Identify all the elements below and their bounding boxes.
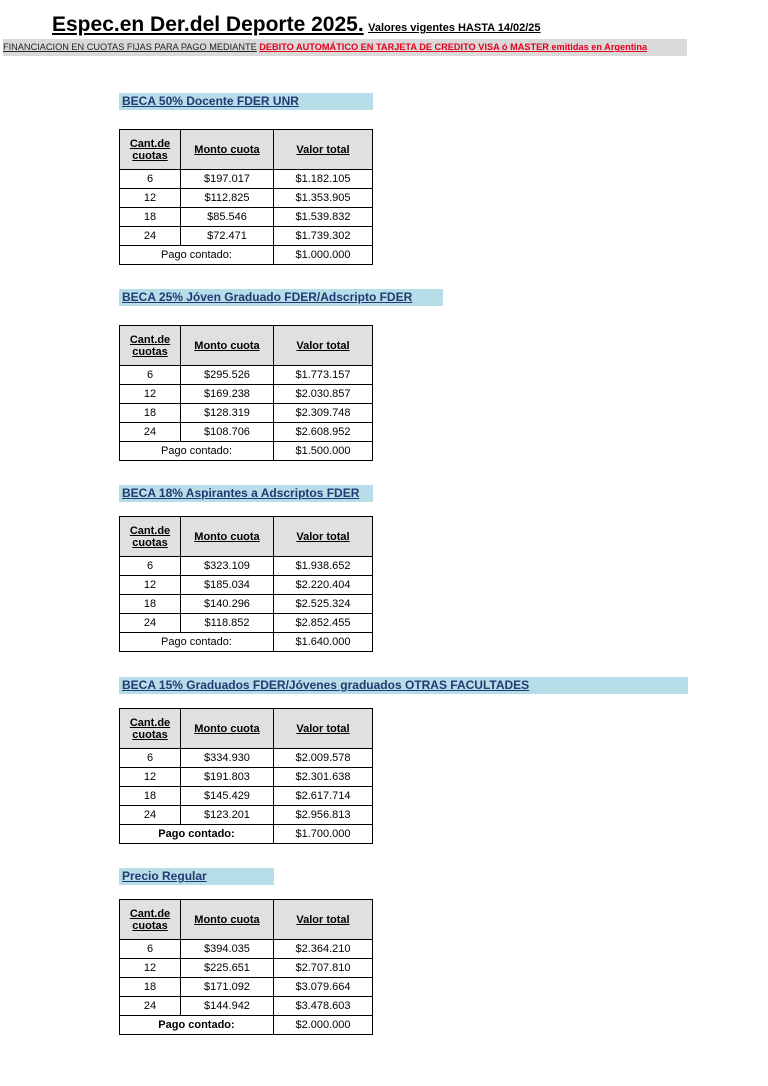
- cell-cuotas: 12: [120, 576, 181, 595]
- cell-monto: $394.035: [181, 940, 274, 959]
- cell-total: $2.707.810: [274, 959, 373, 978]
- cell-total: $3.478.603: [274, 997, 373, 1016]
- cell-total: $2.301.638: [274, 768, 373, 787]
- cell-cuotas: 18: [120, 978, 181, 997]
- table-row: [120, 768, 373, 787]
- table-row: [120, 227, 373, 246]
- price-table: [119, 708, 373, 844]
- table-row: [120, 404, 373, 423]
- header-monto: Monto cuota: [181, 709, 274, 749]
- header-cuotas: Cant.de cuotas: [120, 130, 181, 170]
- contado-row: [120, 825, 373, 844]
- cell-total: $3.079.664: [274, 978, 373, 997]
- header-total: Valor total: [274, 900, 373, 940]
- contado-row: [120, 442, 373, 461]
- price-table: [119, 325, 373, 461]
- cell-monto: $185.034: [181, 576, 274, 595]
- table-row: [120, 595, 373, 614]
- contado-row: [120, 1016, 373, 1035]
- table-row: [120, 557, 373, 576]
- cell-monto: $128.319: [181, 404, 274, 423]
- cell-total: $2.852.455: [274, 614, 373, 633]
- cell-monto: $323.109: [181, 557, 274, 576]
- cell-monto: $72.471: [181, 227, 274, 246]
- cell-cuotas: 24: [120, 806, 181, 825]
- cell-cuotas: 18: [120, 404, 181, 423]
- validity-note: Valores vigentes HASTA 14/02/25: [368, 22, 541, 34]
- contado-label: Pago contado:: [120, 1016, 274, 1035]
- cell-total: $2.009.578: [274, 749, 373, 768]
- cell-monto: $118.852: [181, 614, 274, 633]
- price-table: [119, 516, 373, 652]
- program-title: Espec.en Der.del Deporte 2025.: [52, 13, 364, 36]
- cell-monto: $197.017: [181, 170, 274, 189]
- section-title: BECA 25% Jóven Graduado FDER/Adscripto FDER: [119, 289, 443, 306]
- contado-row: [120, 246, 373, 265]
- section-title: BECA 15% Graduados FDER/Jóvenes graduados OTRAS FACULTADES: [119, 677, 688, 694]
- contado-label: Pago contado:: [120, 633, 274, 652]
- header-monto: Monto cuota: [181, 517, 274, 557]
- document-title: [52, 13, 541, 37]
- section-title: Precio Regular: [119, 868, 274, 885]
- contado-label: Pago contado:: [120, 825, 274, 844]
- contado-value: $2.000.000: [274, 1016, 373, 1035]
- cell-cuotas: 24: [120, 423, 181, 442]
- financing-prefix: FINANCIACION EN CUOTAS FIJAS PARA PAGO MEDIANTE: [3, 42, 257, 52]
- table-row: [120, 978, 373, 997]
- financing-banner: [3, 39, 687, 56]
- header-monto: Monto cuota: [181, 130, 274, 170]
- cell-monto: $85.546: [181, 208, 274, 227]
- header-cuotas: Cant.de cuotas: [120, 326, 181, 366]
- cell-total: $2.617.714: [274, 787, 373, 806]
- cell-monto: $191.803: [181, 768, 274, 787]
- header-total: Valor total: [274, 326, 373, 366]
- table-row: [120, 170, 373, 189]
- cell-total: $1.739.302: [274, 227, 373, 246]
- cell-total: $1.539.832: [274, 208, 373, 227]
- contado-value: $1.500.000: [274, 442, 373, 461]
- cell-monto: $112.825: [181, 189, 274, 208]
- cell-monto: $225.651: [181, 959, 274, 978]
- contado-value: $1.700.000: [274, 825, 373, 844]
- cell-cuotas: 12: [120, 189, 181, 208]
- cell-total: $1.938.652: [274, 557, 373, 576]
- cell-monto: $108.706: [181, 423, 274, 442]
- cell-monto: $145.429: [181, 787, 274, 806]
- cell-cuotas: 12: [120, 959, 181, 978]
- cell-cuotas: 18: [120, 787, 181, 806]
- table-row: [120, 749, 373, 768]
- cell-monto: $123.201: [181, 806, 274, 825]
- contado-label: Pago contado:: [120, 442, 274, 461]
- header-total: Valor total: [274, 517, 373, 557]
- cell-monto: $169.238: [181, 385, 274, 404]
- cell-monto: $295.526: [181, 366, 274, 385]
- header-total: Valor total: [274, 709, 373, 749]
- header-cuotas: Cant.de cuotas: [120, 517, 181, 557]
- cell-total: $1.773.157: [274, 366, 373, 385]
- header-total: Valor total: [274, 130, 373, 170]
- cell-cuotas: 6: [120, 940, 181, 959]
- table-row: [120, 385, 373, 404]
- table-row: [120, 614, 373, 633]
- cell-cuotas: 12: [120, 385, 181, 404]
- cell-total: $2.364.210: [274, 940, 373, 959]
- cell-monto: $140.296: [181, 595, 274, 614]
- financing-highlight: DEBITO AUTOMÁTICO EN TARJETA DE CREDITO VISA ó MASTER emitidas en Argentina: [259, 42, 648, 52]
- table-row: [120, 940, 373, 959]
- cell-cuotas: 6: [120, 557, 181, 576]
- price-table: [119, 129, 373, 265]
- cell-monto: $144.942: [181, 997, 274, 1016]
- contado-value: $1.000.000: [274, 246, 373, 265]
- header-cuotas: Cant.de cuotas: [120, 709, 181, 749]
- cell-cuotas: 24: [120, 614, 181, 633]
- table-row: [120, 366, 373, 385]
- table-row: [120, 959, 373, 978]
- section-title: BECA 18% Aspirantes a Adscriptos FDER: [119, 485, 373, 502]
- contado-label: Pago contado:: [120, 246, 274, 265]
- table-row: [120, 787, 373, 806]
- cell-total: $2.030.857: [274, 385, 373, 404]
- cell-total: $2.525.324: [274, 595, 373, 614]
- cell-total: $2.608.952: [274, 423, 373, 442]
- contado-value: $1.640.000: [274, 633, 373, 652]
- header-monto: Monto cuota: [181, 900, 274, 940]
- price-table: [119, 899, 373, 1035]
- header-cuotas: Cant.de cuotas: [120, 900, 181, 940]
- cell-cuotas: 12: [120, 768, 181, 787]
- table-row: [120, 189, 373, 208]
- cell-cuotas: 24: [120, 227, 181, 246]
- cell-monto: $171.092: [181, 978, 274, 997]
- header-monto: Monto cuota: [181, 326, 274, 366]
- cell-total: $2.220.404: [274, 576, 373, 595]
- cell-cuotas: 18: [120, 595, 181, 614]
- cell-total: $1.182.105: [274, 170, 373, 189]
- cell-cuotas: 6: [120, 366, 181, 385]
- cell-monto: $334.930: [181, 749, 274, 768]
- table-row: [120, 576, 373, 595]
- cell-cuotas: 24: [120, 997, 181, 1016]
- cell-cuotas: 6: [120, 170, 181, 189]
- section-title: BECA 50% Docente FDER UNR: [119, 93, 373, 110]
- cell-total: $2.956.813: [274, 806, 373, 825]
- cell-total: $1.353.905: [274, 189, 373, 208]
- table-row: [120, 997, 373, 1016]
- cell-total: $2.309.748: [274, 404, 373, 423]
- table-row: [120, 806, 373, 825]
- cell-cuotas: 6: [120, 749, 181, 768]
- table-row: [120, 208, 373, 227]
- table-row: [120, 423, 373, 442]
- contado-row: [120, 633, 373, 652]
- cell-cuotas: 18: [120, 208, 181, 227]
